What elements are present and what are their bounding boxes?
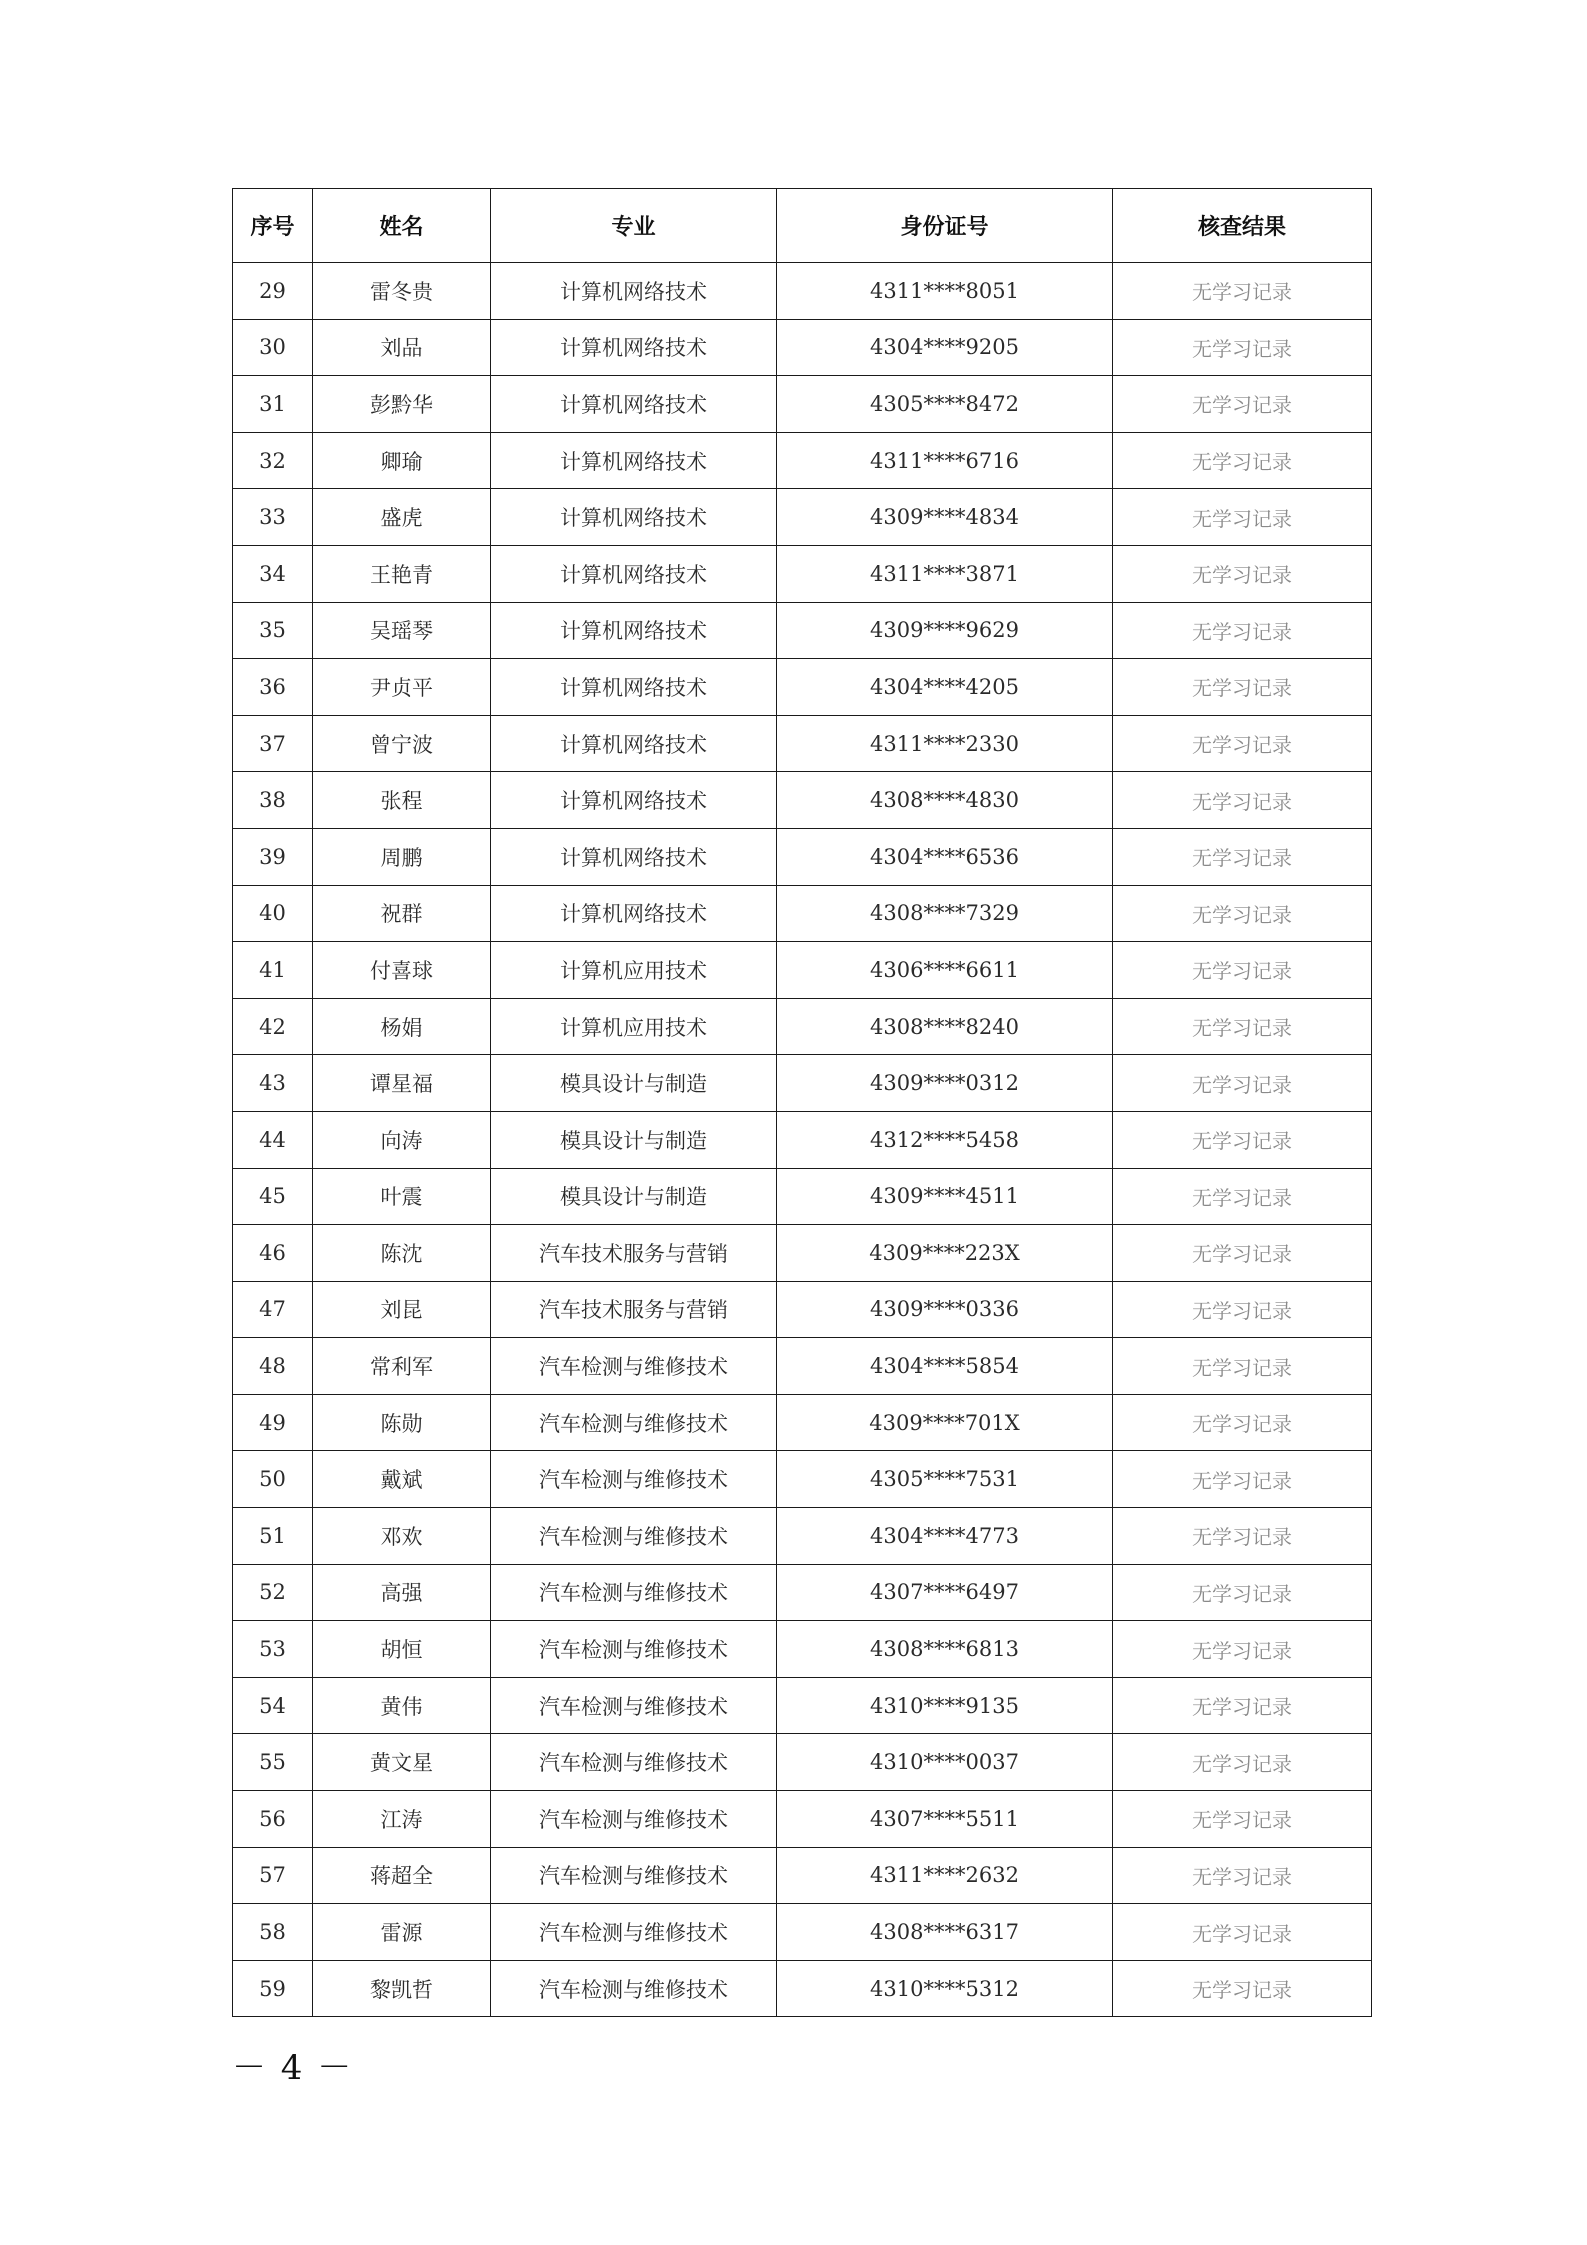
check-result: 无学习记录: [1113, 602, 1372, 659]
table-row: [233, 1508, 1372, 1565]
student-name: 常利军: [313, 1338, 491, 1395]
row-index: 33: [233, 489, 313, 546]
student-name: 周鹏: [313, 828, 491, 885]
check-result: 无学习记录: [1113, 998, 1372, 1055]
student-name: 邓欢: [313, 1508, 491, 1565]
row-index: 52: [233, 1564, 313, 1621]
table-row: [233, 1904, 1372, 1961]
major: 计算机应用技术: [491, 942, 777, 999]
table-row: [233, 1451, 1372, 1508]
table-row: [233, 659, 1372, 716]
table-body: [233, 263, 1372, 2017]
check-result: 无学习记录: [1113, 1847, 1372, 1904]
check-result: 无学习记录: [1113, 1338, 1372, 1395]
table-row: [233, 319, 1372, 376]
student-name: 陈沈: [313, 1225, 491, 1282]
check-result: 无学习记录: [1113, 1281, 1372, 1338]
table-row: [233, 1677, 1372, 1734]
student-name: 黄文星: [313, 1734, 491, 1791]
major: 汽车检测与维修技术: [491, 1904, 777, 1961]
student-name: 盛虎: [313, 489, 491, 546]
table-row: [233, 1621, 1372, 1678]
table-row: [233, 1168, 1372, 1225]
student-name: 祝群: [313, 885, 491, 942]
row-index: 34: [233, 545, 313, 602]
row-index: 32: [233, 432, 313, 489]
id-number: 4308****7329: [777, 885, 1113, 942]
table-row: [233, 1394, 1372, 1451]
check-result: 无学习记录: [1113, 1960, 1372, 2017]
id-number: 4307****5511: [777, 1791, 1113, 1848]
major: 计算机应用技术: [491, 998, 777, 1055]
check-result: 无学习记录: [1113, 432, 1372, 489]
header-index: 序号: [233, 189, 313, 263]
student-name: 雷冬贵: [313, 263, 491, 320]
table-row: [233, 998, 1372, 1055]
id-number: 4311****8051: [777, 263, 1113, 320]
table-row: [233, 432, 1372, 489]
check-result: 无学习记录: [1113, 1451, 1372, 1508]
id-number: 4304****6536: [777, 828, 1113, 885]
table-row: [233, 602, 1372, 659]
id-number: 4305****7531: [777, 1451, 1113, 1508]
student-name: 张程: [313, 772, 491, 829]
major: 计算机网络技术: [491, 319, 777, 376]
row-index: 45: [233, 1168, 313, 1225]
row-index: 49: [233, 1394, 313, 1451]
major: 模具设计与制造: [491, 1055, 777, 1112]
id-number: 4308****6813: [777, 1621, 1113, 1678]
check-result: 无学习记录: [1113, 1734, 1372, 1791]
id-number: 4305****8472: [777, 376, 1113, 433]
id-number: 4304****5854: [777, 1338, 1113, 1395]
header-row: [233, 189, 1372, 263]
table-row: [233, 885, 1372, 942]
id-number: 4308****8240: [777, 998, 1113, 1055]
check-result: 无学习记录: [1113, 828, 1372, 885]
major: 汽车检测与维修技术: [491, 1734, 777, 1791]
major: 计算机网络技术: [491, 885, 777, 942]
major: 汽车检测与维修技术: [491, 1508, 777, 1565]
row-index: 46: [233, 1225, 313, 1282]
major: 计算机网络技术: [491, 828, 777, 885]
id-number: 4311****2632: [777, 1847, 1113, 1904]
table-row: [233, 1791, 1372, 1848]
id-number: 4310****9135: [777, 1677, 1113, 1734]
row-index: 35: [233, 602, 313, 659]
student-name: 吴瑶琴: [313, 602, 491, 659]
row-index: 44: [233, 1111, 313, 1168]
row-index: 48: [233, 1338, 313, 1395]
student-name: 王艳青: [313, 545, 491, 602]
id-number: 4309****4834: [777, 489, 1113, 546]
row-index: 55: [233, 1734, 313, 1791]
table-row: [233, 263, 1372, 320]
row-index: 39: [233, 828, 313, 885]
row-index: 42: [233, 998, 313, 1055]
id-number: 4309****0336: [777, 1281, 1113, 1338]
check-result: 无学习记录: [1113, 1508, 1372, 1565]
row-index: 31: [233, 376, 313, 433]
student-name: 叶震: [313, 1168, 491, 1225]
page-number: － 4 －: [232, 2048, 354, 2088]
table-row: [233, 489, 1372, 546]
check-result: 无学习记录: [1113, 1168, 1372, 1225]
row-index: 54: [233, 1677, 313, 1734]
check-result: 无学习记录: [1113, 942, 1372, 999]
student-name: 黄伟: [313, 1677, 491, 1734]
check-result: 无学习记录: [1113, 1677, 1372, 1734]
check-result: 无学习记录: [1113, 1564, 1372, 1621]
major: 计算机网络技术: [491, 659, 777, 716]
major: 汽车检测与维修技术: [491, 1621, 777, 1678]
row-index: 51: [233, 1508, 313, 1565]
student-name: 刘品: [313, 319, 491, 376]
table-row: [233, 772, 1372, 829]
id-number: 4311****6716: [777, 432, 1113, 489]
check-result: 无学习记录: [1113, 1621, 1372, 1678]
row-index: 36: [233, 659, 313, 716]
major: 计算机网络技术: [491, 432, 777, 489]
row-index: 57: [233, 1847, 313, 1904]
major: 计算机网络技术: [491, 489, 777, 546]
row-index: 30: [233, 319, 313, 376]
check-result: 无学习记录: [1113, 376, 1372, 433]
major: 计算机网络技术: [491, 376, 777, 433]
student-name: 高强: [313, 1564, 491, 1621]
check-result: 无学习记录: [1113, 263, 1372, 320]
table-row: [233, 1338, 1372, 1395]
student-name: 杨娟: [313, 998, 491, 1055]
check-result: 无学习记录: [1113, 545, 1372, 602]
major: 汽车检测与维修技术: [491, 1451, 777, 1508]
student-name: 陈勋: [313, 1394, 491, 1451]
student-name: 刘昆: [313, 1281, 491, 1338]
major: 计算机网络技术: [491, 545, 777, 602]
table-row: [233, 376, 1372, 433]
id-number: 4304****4773: [777, 1508, 1113, 1565]
header-major: 专业: [491, 189, 777, 263]
check-result: 无学习记录: [1113, 715, 1372, 772]
id-number: 4309****4511: [777, 1168, 1113, 1225]
major: 汽车检测与维修技术: [491, 1847, 777, 1904]
row-index: 40: [233, 885, 313, 942]
student-name: 谭星福: [313, 1055, 491, 1112]
major: 汽车技术服务与营销: [491, 1281, 777, 1338]
student-name: 江涛: [313, 1791, 491, 1848]
row-index: 53: [233, 1621, 313, 1678]
row-index: 58: [233, 1904, 313, 1961]
id-number: 4306****6611: [777, 942, 1113, 999]
check-result: 无学习记录: [1113, 1394, 1372, 1451]
records-table: [232, 188, 1372, 2017]
id-number: 4311****2330: [777, 715, 1113, 772]
row-index: 29: [233, 263, 313, 320]
id-number: 4308****4830: [777, 772, 1113, 829]
major: 模具设计与制造: [491, 1168, 777, 1225]
major: 模具设计与制造: [491, 1111, 777, 1168]
table-row: [233, 1847, 1372, 1904]
table-row: [233, 828, 1372, 885]
row-index: 50: [233, 1451, 313, 1508]
id-number: 4310****0037: [777, 1734, 1113, 1791]
major: 汽车检测与维修技术: [491, 1791, 777, 1848]
id-number: 4311****3871: [777, 545, 1113, 602]
student-name: 胡恒: [313, 1621, 491, 1678]
id-number: 4304****4205: [777, 659, 1113, 716]
header-name: 姓名: [313, 189, 491, 263]
header-check-result: 核查结果: [1113, 189, 1372, 263]
student-name: 向涛: [313, 1111, 491, 1168]
id-number: 4310****5312: [777, 1960, 1113, 2017]
id-number: 4309****701X: [777, 1394, 1113, 1451]
table-row: [233, 545, 1372, 602]
row-index: 56: [233, 1791, 313, 1848]
major: 汽车检测与维修技术: [491, 1677, 777, 1734]
student-name: 付喜球: [313, 942, 491, 999]
major: 汽车技术服务与营销: [491, 1225, 777, 1282]
row-index: 59: [233, 1960, 313, 2017]
check-result: 无学习记录: [1113, 1904, 1372, 1961]
table-row: [233, 942, 1372, 999]
check-result: 无学习记录: [1113, 772, 1372, 829]
student-name: 曾宁波: [313, 715, 491, 772]
table-row: [233, 1960, 1372, 2017]
major: 计算机网络技术: [491, 263, 777, 320]
row-index: 47: [233, 1281, 313, 1338]
table-row: [233, 1225, 1372, 1282]
check-result: 无学习记录: [1113, 1055, 1372, 1112]
id-number: 4309****9629: [777, 602, 1113, 659]
id-number: 4309****0312: [777, 1055, 1113, 1112]
header-id-number: 身份证号: [777, 189, 1113, 263]
id-number: 4307****6497: [777, 1564, 1113, 1621]
check-result: 无学习记录: [1113, 1791, 1372, 1848]
table-row: [233, 1055, 1372, 1112]
student-name: 彭黔华: [313, 376, 491, 433]
check-result: 无学习记录: [1113, 1111, 1372, 1168]
student-name: 雷源: [313, 1904, 491, 1961]
id-number: 4312****5458: [777, 1111, 1113, 1168]
major: 计算机网络技术: [491, 602, 777, 659]
table-row: [233, 1734, 1372, 1791]
major: 计算机网络技术: [491, 772, 777, 829]
row-index: 41: [233, 942, 313, 999]
check-result: 无学习记录: [1113, 319, 1372, 376]
table-row: [233, 1111, 1372, 1168]
major: 汽车检测与维修技术: [491, 1960, 777, 2017]
row-index: 37: [233, 715, 313, 772]
id-number: 4308****6317: [777, 1904, 1113, 1961]
id-number: 4304****9205: [777, 319, 1113, 376]
major: 计算机网络技术: [491, 715, 777, 772]
check-result: 无学习记录: [1113, 489, 1372, 546]
check-result: 无学习记录: [1113, 885, 1372, 942]
student-name: 尹贞平: [313, 659, 491, 716]
table-row: [233, 1281, 1372, 1338]
table-row: [233, 715, 1372, 772]
major: 汽车检测与维修技术: [491, 1564, 777, 1621]
check-result: 无学习记录: [1113, 1225, 1372, 1282]
table-row: [233, 1564, 1372, 1621]
student-name: 戴斌: [313, 1451, 491, 1508]
row-index: 38: [233, 772, 313, 829]
id-number: 4309****223X: [777, 1225, 1113, 1282]
table-header: [233, 189, 1372, 263]
check-result: 无学习记录: [1113, 659, 1372, 716]
student-name: 卿瑜: [313, 432, 491, 489]
major: 汽车检测与维修技术: [491, 1338, 777, 1395]
student-name: 蒋超全: [313, 1847, 491, 1904]
student-name: 黎凯哲: [313, 1960, 491, 2017]
major: 汽车检测与维修技术: [491, 1394, 777, 1451]
row-index: 43: [233, 1055, 313, 1112]
